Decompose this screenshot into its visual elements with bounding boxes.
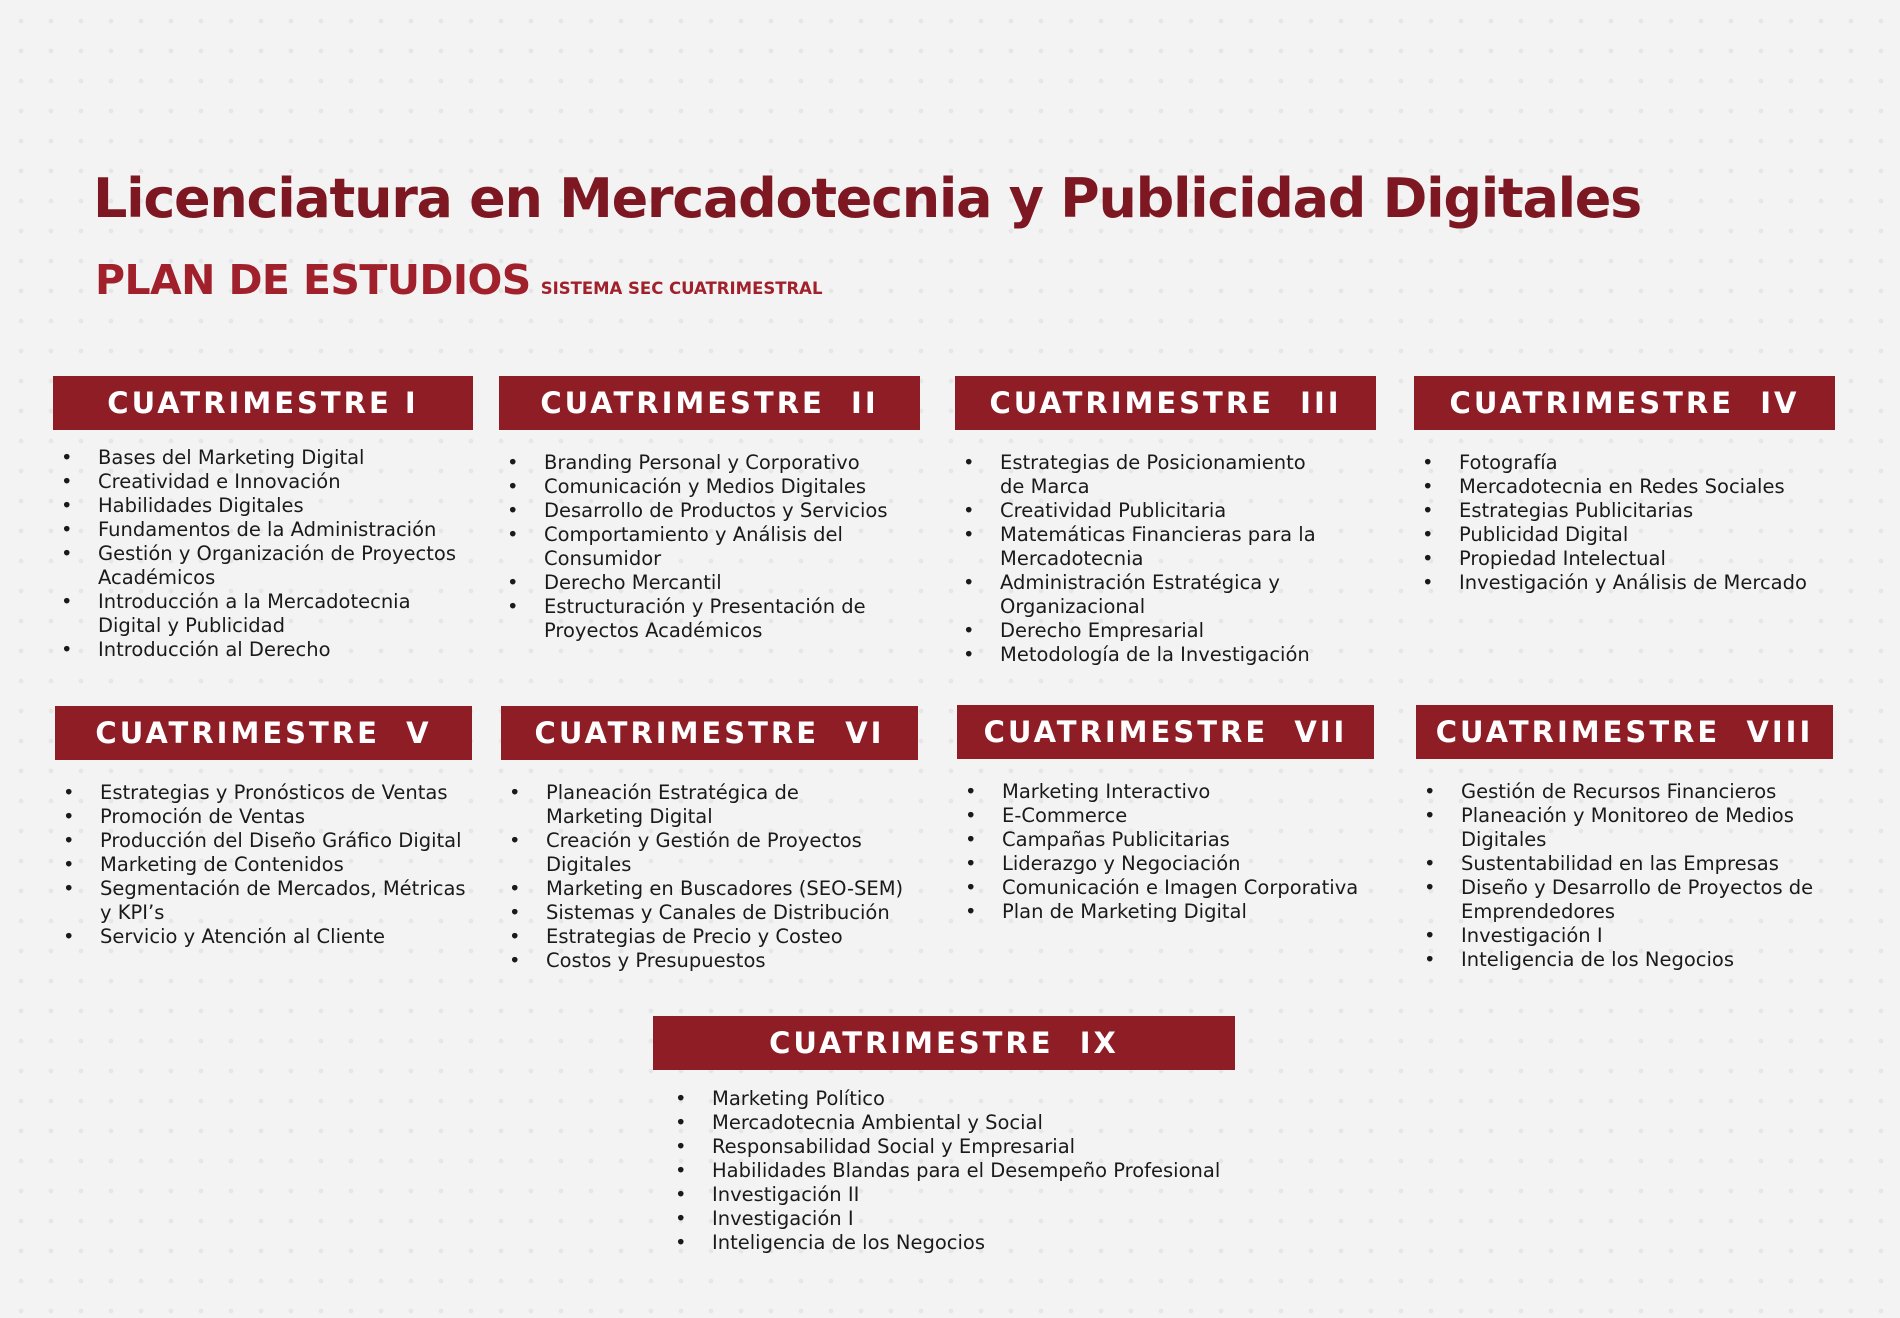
subject-item: • Estrategias Publicitarias [1414, 499, 1835, 523]
subject-item: • Creación y Gestión de Proyectos Digitales [501, 829, 918, 877]
term-9-subject-list [667, 1087, 1235, 1255]
subject-item: • Metodología de la Investigación [955, 643, 1376, 667]
subject-item: • Comportamiento y Análisis del Consumidor [499, 523, 920, 571]
subject-item: • Servicio y Atención al Cliente [55, 925, 472, 949]
term-3-block [955, 376, 1376, 667]
subject-item: • Derecho Mercantil [499, 571, 920, 595]
term-8-header: CUATRIMESTRE VIII [1416, 705, 1833, 759]
subject-item: • Planeación y Monitoreo de Medios Digitales [1416, 804, 1833, 852]
subject-item: • Marketing Político [667, 1087, 1235, 1111]
subject-item: • Comunicación e Imagen Corporativa [957, 876, 1374, 900]
subject-item: • Inteligencia de los Negocios [1416, 948, 1833, 972]
subject-item: • Gestión y Organización de Proyectos Académicos [53, 542, 473, 590]
program-title: Licenciatura en Mercadotecnia y Publicidad Digitales [93, 167, 1641, 230]
subject-item: • Promoción de Ventas [55, 805, 472, 829]
subject-item: • Branding Personal y Corporativo [499, 451, 920, 475]
subject-item: • Habilidades Blandas para el Desempeño Profesional [667, 1159, 1235, 1183]
subject-item: • Producción del Diseño Gráfico Digital [55, 829, 472, 853]
subject-item: • Fotografía [1414, 451, 1835, 475]
subject-item: • Introducción al Derecho [53, 638, 473, 662]
subject-item: • Creatividad Publicitaria [955, 499, 1376, 523]
term-9-header: CUATRIMESTRE IX [653, 1016, 1235, 1070]
subject-item: • Creatividad e Innovación [53, 470, 473, 494]
subject-item: • Investigación II [667, 1183, 1235, 1207]
subject-item: • Marketing Interactivo [957, 780, 1374, 804]
subject-item: • Campañas Publicitarias [957, 828, 1374, 852]
subject-item: • Introducción a la Mercadotecnia Digital y Publicidad [53, 590, 473, 638]
term-5-header: CUATRIMESTRE V [55, 706, 472, 760]
term-5-block [55, 706, 472, 949]
subject-item: • Propiedad Intelectual [1414, 547, 1835, 571]
subject-item: • Sistemas y Canales de Distribución [501, 901, 918, 925]
subject-item: • Marketing de Contenidos [55, 853, 472, 877]
subject-item: • Mercadotecnia en Redes Sociales [1414, 475, 1835, 499]
subject-item: • Matemáticas Financieras para la Mercadotecnia [955, 523, 1376, 571]
subject-item: • Administración Estratégica y Organizacional [955, 571, 1376, 619]
subject-item: • Derecho Empresarial [955, 619, 1376, 643]
subject-item: • Publicidad Digital [1414, 523, 1835, 547]
term-8-block [1416, 705, 1833, 972]
term-7-block [957, 705, 1374, 924]
term-4-block [1414, 376, 1835, 595]
subject-item: • Liderazgo y Negociación [957, 852, 1374, 876]
subject-item: • Marketing en Buscadores (SEO-SEM) [501, 877, 918, 901]
term-2-subject-list [499, 451, 920, 643]
subject-item: • Fundamentos de la Administración [53, 518, 473, 542]
subject-item: • Diseño y Desarrollo de Proyectos de Emprendedores [1416, 876, 1833, 924]
subject-item: • Estrategias de Posicionamiento de Marca [955, 451, 1376, 499]
subject-item: • E-Commerce [957, 804, 1374, 828]
term-7-header: CUATRIMESTRE VII [957, 705, 1374, 759]
subject-item: • Investigación I [667, 1207, 1235, 1231]
subject-item: • Bases del Marketing Digital [53, 446, 473, 470]
term-4-header: CUATRIMESTRE IV [1414, 376, 1835, 430]
term-2-block [499, 376, 920, 643]
subject-item: • Comunicación y Medios Digitales [499, 475, 920, 499]
term-4-subject-list [1414, 451, 1835, 595]
subject-item: • Gestión de Recursos Financieros [1416, 780, 1833, 804]
term-6-subject-list [501, 781, 918, 973]
subtitle-row [95, 256, 823, 304]
subject-item: • Estrategias y Pronósticos de Ventas [55, 781, 472, 805]
subject-item: • Inteligencia de los Negocios [667, 1231, 1235, 1255]
term-1-block [53, 376, 473, 662]
subject-item: • Desarrollo de Productos y Servicios [499, 499, 920, 523]
subject-item: • Plan de Marketing Digital [957, 900, 1374, 924]
term-3-subject-list [955, 451, 1376, 667]
term-6-block [501, 706, 918, 973]
subject-item: • Costos y Presupuestos [501, 949, 918, 973]
subject-item: • Mercadotecnia Ambiental y Social [667, 1111, 1235, 1135]
term-3-header: CUATRIMESTRE III [955, 376, 1376, 430]
term-1-subject-list [53, 446, 473, 662]
term-9-block [653, 1016, 1235, 1255]
term-6-header: CUATRIMESTRE VI [501, 706, 918, 760]
term-1-header: CUATRIMESTRE I [53, 376, 473, 430]
subject-item: • Investigación y Análisis de Mercado [1414, 571, 1835, 595]
subject-item: • Segmentación de Mercados, Métricas y KPI’s [55, 877, 472, 925]
term-7-subject-list [957, 780, 1374, 924]
term-8-subject-list [1416, 780, 1833, 972]
plan-subtitle: PLAN DE ESTUDIOS [95, 256, 531, 304]
subject-item: • Sustentabilidad en las Empresas [1416, 852, 1833, 876]
subject-item: • Planeación Estratégica de Marketing Digital [501, 781, 918, 829]
term-2-header: CUATRIMESTRE II [499, 376, 920, 430]
subject-item: • Estructuración y Presentación de Proyectos Académicos [499, 595, 920, 643]
subject-item: • Habilidades Digitales [53, 494, 473, 518]
subject-item: • Responsabilidad Social y Empresarial [667, 1135, 1235, 1159]
subject-item: • Estrategias de Precio y Costeo [501, 925, 918, 949]
system-label: SISTEMA SEC CUATRIMESTRAL [540, 279, 823, 298]
subject-item: • Investigación I [1416, 924, 1833, 948]
term-5-subject-list [55, 781, 472, 949]
